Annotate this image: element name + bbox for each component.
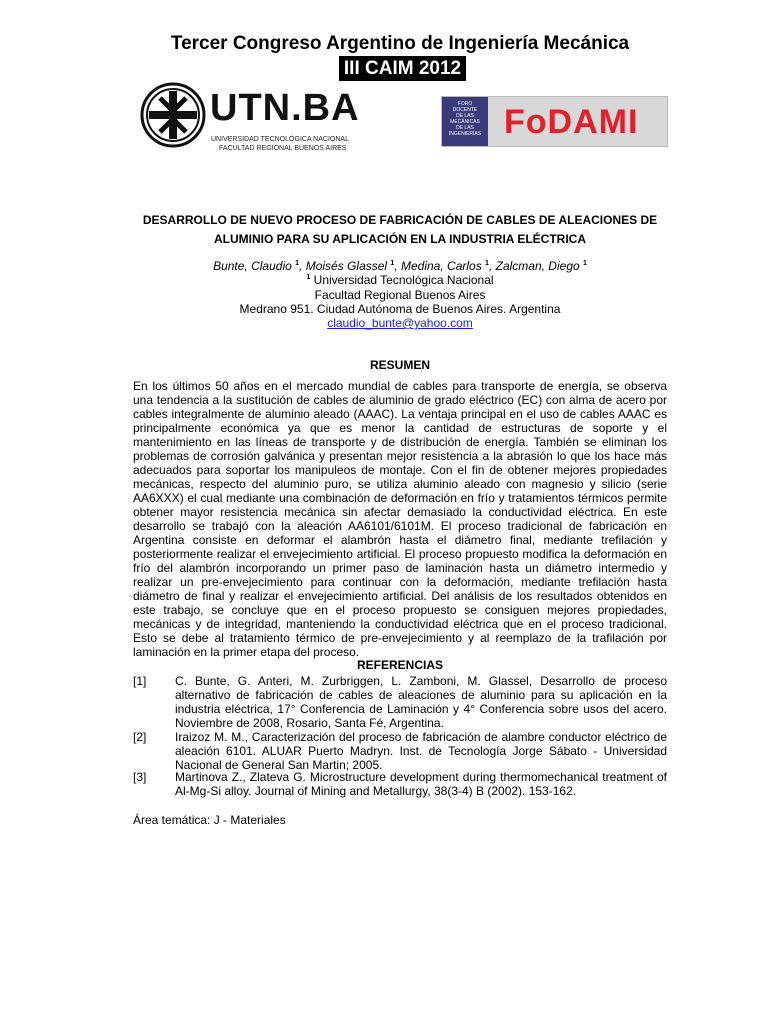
utn-emblem-logo: [140, 82, 206, 148]
author-name: Bunte, Claudio: [213, 259, 292, 273]
thematic-area: Área temática: J - Materiales: [133, 813, 286, 827]
author-name: Medina, Carlos: [401, 259, 482, 273]
reference-number: [1]: [133, 674, 147, 688]
reference-item: [133, 770, 667, 798]
reference-number: [2]: [133, 730, 147, 744]
utn-subtitle-university: UNIVERSIDAD TECNOLÓGICA NACIONAL: [211, 136, 349, 143]
abstract-text: En los últimos 50 años en el mercado mundial de cables para transporte de energía, se observa una tendencia a la sustitución de cables de aluminio de grado eléctrico (EC) con alma de acero por cables integralmente de aluminio aleado (AAAC). La ventaja principal en el uso de cables AAAC es principalmente económica ya que es menor la cantidad de estructuras de soporte y el mantenimiento en las líneas de transporte y de distribución de energía. También se eliminan los problemas de corrosión galvánica y presentan mejor resistencia a la abrasión lo que los hace más adecuados para soportar los manipuleos de montaje. Con el fin de obtener mejores propiedades mecánicas, respecto del aluminio puro, se utiliza aluminio aleado con magnesio y silicio (serie AA6XXX) el cual mediante una combinación de deformación en frío y tratamientos térmicos permite obtener mayor resistencia mecánica sin afectar demasiado la conductividad eléctrica. En este desarrollo se trabajó con la aleación AA6101/6101M. El proceso tradicional de fabricación en Argentina consiste en deformar el alambrón hasta el diámetro final, mediante trefilación y posteriormente realizar el envejecimiento artificial. El proceso propuesto modifica la deformación en frío del alambrón incorporando un primer paso de laminación hasta un diámetro intermedio y realizar un pre-envejecimiento para continuar con la deformación, mediante trefilación hasta diámetro de final y realizar el envejecimiento artificial. Del análisis de los resultados obtenidos en este trabajo, se concluye que en el proceso propuesto se consiguen mejores propiedades, mecánicas y de integridad, manteniendo la conductividad eléctrica que en el proceso tradicional. Esto se debe al tratamiento térmico de pre-envejecimiento y al reemplazo de la trafilación por laminación en la primer etapa del proceso.: [133, 379, 667, 659]
reference-text: Iraizoz M. M., Caracterización del proceso de fabricación de alambre conductor eléctrico de aleación 6101. ALUAR Puerto Madryn. Inst. de Tecnología Jorge Sábato - Universidad Nacional de General San Martin; 2005.: [175, 730, 667, 772]
utn-wordmark: UTN.BA: [210, 87, 360, 129]
affiliation-address: Medrano 951. Ciudad Autónoma de Buenos Aires. Argentina: [239, 302, 561, 316]
reference-text: C. Bunte, G. Anteri, M. Zurbriggen, L. Zamboni, M. Glassel, Desarrollo de proceso alternativo de fabricación de cables de aleaciones de aluminio para su aplicación en la industria eléctrica, 17° Conferencia de Laminación y 4° Conferencia sobre usos del acero. Noviembre de 2008, Rosario, Santa Fé, Argentina.: [175, 674, 667, 730]
reference-number: [3]: [133, 770, 147, 784]
reference-item: [133, 674, 667, 730]
author-name: Moisés Glassel: [305, 259, 388, 273]
conference-badge: III CAIM 2012: [339, 56, 466, 81]
abstract-heading: RESUMEN: [369, 358, 430, 372]
fodami-logo: [441, 96, 668, 147]
references-heading: REFERENCIAS: [356, 658, 443, 672]
conference-title: Tercer Congreso Argentino de Ingeniería Mecánica: [170, 33, 630, 54]
author-name: Zalcman, Diego: [495, 259, 580, 273]
affiliation-faculty: Facultad Regional Buenos Aires: [314, 288, 486, 302]
paper-title: DESARROLLO DE NUEVO PROCESO DE FABRICACIÓN DE CABLES DE ALEACIONES DE ALUMINIO PARA SU APLICACIÓN EN LA INDUSTRIA ELÉCTRICA: [142, 213, 658, 246]
author-email-link[interactable]: claudio_bunte@yahoo.com: [327, 316, 473, 330]
fodami-side-panel: FORO DOCENTE DE LAS MECÁNICAS DE LAS INGENIERÍAS: [442, 97, 488, 146]
reference-text: Martinova Z., Zlateva G. Microstructure development during thermomechanical treatment of Al-Mg-Si alloy. Journal of Mining and Metallurgy, 38(3-4) B (2002). 153-162.: [175, 770, 667, 798]
author-list: Bunte, Claudio $^1$, Moisés Glassel $^1$, Medina, Carlos $^1$, Zalcman, Diego $^1$: [213, 259, 587, 273]
fodami-wordmark: FoDAMI: [504, 103, 639, 141]
utn-subtitle-faculty: FACULTAD REGIONAL BUENOS AIRES: [219, 145, 347, 152]
affiliation-institution: $^1$ Universidad Tecnológica Nacional: [306, 273, 494, 287]
reference-item: [133, 730, 667, 772]
